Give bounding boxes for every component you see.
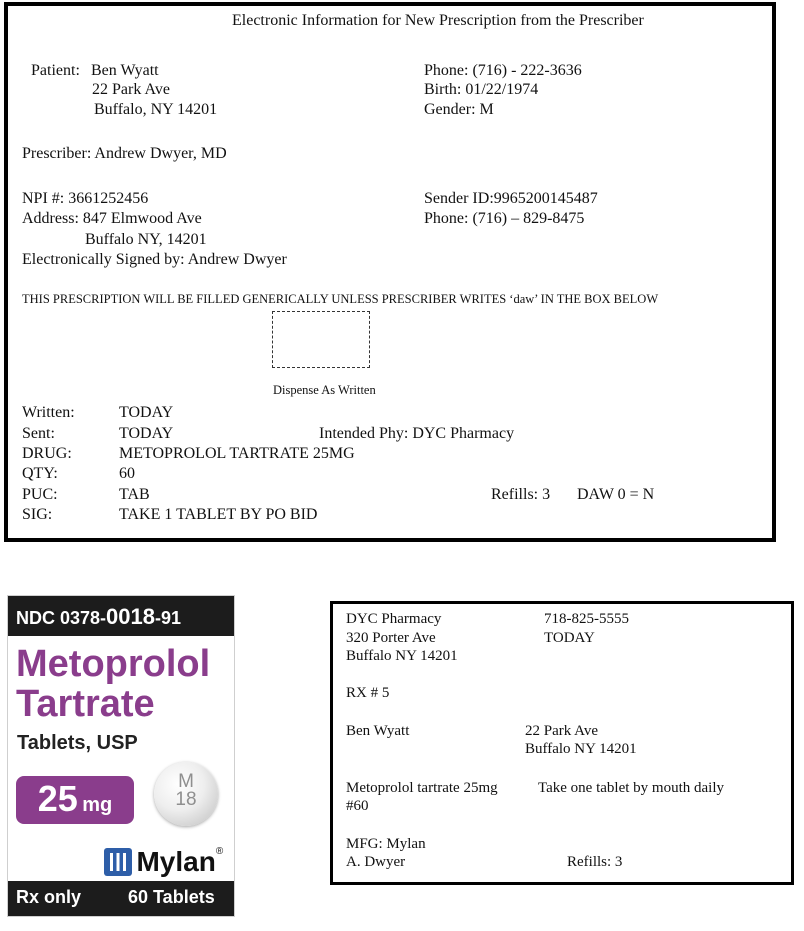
- generic-notice: THIS PRESCRIPTION WILL BE FILLED GENERICALLY UNLESS PRESCRIBER WRITES ‘daw’ IN THE BOX BELOW: [22, 292, 659, 306]
- daw-code: DAW 0 = N: [577, 486, 655, 503]
- label-directions: Take one tablet by mouth daily: [538, 780, 724, 796]
- mylan-logo-icon: [104, 848, 132, 876]
- pharmacy-phone: 718-825-5555: [544, 611, 629, 627]
- patient-city: Buffalo, NY 14201: [94, 101, 218, 118]
- npi-number: NPI #: 3661252456: [22, 190, 149, 207]
- label-patient-name: Ben Wyatt: [346, 723, 410, 739]
- qty-label: QTY:: [22, 465, 58, 482]
- label-prescriber: A. Dwyer: [346, 854, 406, 870]
- patient-street: 22 Park Ave: [92, 81, 170, 98]
- tablet-image: M 18: [154, 762, 218, 826]
- electronic-signature: Electronically Signed by: Andrew Dwyer: [22, 251, 287, 268]
- prescription-header: Electronic Information for New Prescription from the Prescriber: [232, 12, 644, 29]
- label-manufacturer: MFG: Mylan: [346, 836, 426, 852]
- label-patient-city: Buffalo NY 14201: [525, 741, 637, 757]
- pharmacy-name: DYC Pharmacy: [346, 611, 442, 627]
- label-drug: Metoprolol tartrate 25mg: [346, 780, 498, 796]
- drug-value: METOPROLOL TARTRATE 25MG: [119, 445, 355, 462]
- sig-value: TAKE 1 TABLET BY PO BID: [119, 506, 318, 523]
- puc-value: TAB: [119, 486, 150, 503]
- prescriber-address: Address: 847 Elmwood Ave: [22, 210, 202, 227]
- tablet-count: 60 Tablets: [128, 887, 215, 907]
- prescriber-city: Buffalo NY, 14201: [85, 231, 207, 248]
- strength-badge: 25 mg: [16, 776, 134, 824]
- patient-birth: Birth: 01/22/1974: [424, 81, 539, 98]
- label-refills: Refills: 3: [567, 854, 623, 870]
- written-label: Written:: [22, 404, 75, 421]
- fill-date: TODAY: [544, 630, 595, 646]
- sent-value: TODAY: [119, 425, 174, 442]
- patient-label: Patient:: [31, 62, 80, 79]
- sender-id: Sender ID:9965200145487: [424, 190, 598, 207]
- mylan-logo: Mylan®: [104, 846, 223, 880]
- daw-box: [272, 311, 370, 368]
- prescriber-name: Prescriber: Andrew Dwyer, MD: [22, 145, 227, 162]
- daw-caption: Dispense As Written: [273, 383, 376, 397]
- label-qty: #60: [346, 798, 369, 814]
- intended-pharmacy: Intended Phy: DYC Pharmacy: [319, 425, 515, 442]
- refills: Refills: 3: [491, 486, 551, 503]
- rx-number: RX # 5: [346, 685, 390, 701]
- patient-phone: Phone: (716) - 222-3636: [424, 62, 582, 79]
- pharmacy-city: Buffalo NY 14201: [346, 648, 458, 664]
- patient-gender: Gender: M: [424, 101, 494, 118]
- rx-only: Rx only: [16, 887, 82, 907]
- drug-name: Metoprolol Tartrate: [16, 643, 211, 725]
- ndc-code: NDC 0378-0018-91: [16, 604, 182, 629]
- sig-label: SIG:: [22, 506, 53, 523]
- drug-label: DRUG:: [22, 445, 72, 462]
- qty-value: 60: [119, 465, 135, 482]
- sent-label: Sent:: [22, 425, 55, 442]
- patient-name: Ben Wyatt: [91, 62, 159, 79]
- label-patient-street: 22 Park Ave: [525, 723, 599, 739]
- drug-carton: [7, 595, 235, 917]
- prescriber-phone: Phone: (716) – 829-8475: [424, 210, 585, 227]
- dosage-form: Tablets, USP: [17, 732, 138, 754]
- written-value: TODAY: [119, 404, 174, 421]
- puc-label: PUC:: [22, 486, 58, 503]
- pharmacy-street: 320 Porter Ave: [346, 630, 436, 646]
